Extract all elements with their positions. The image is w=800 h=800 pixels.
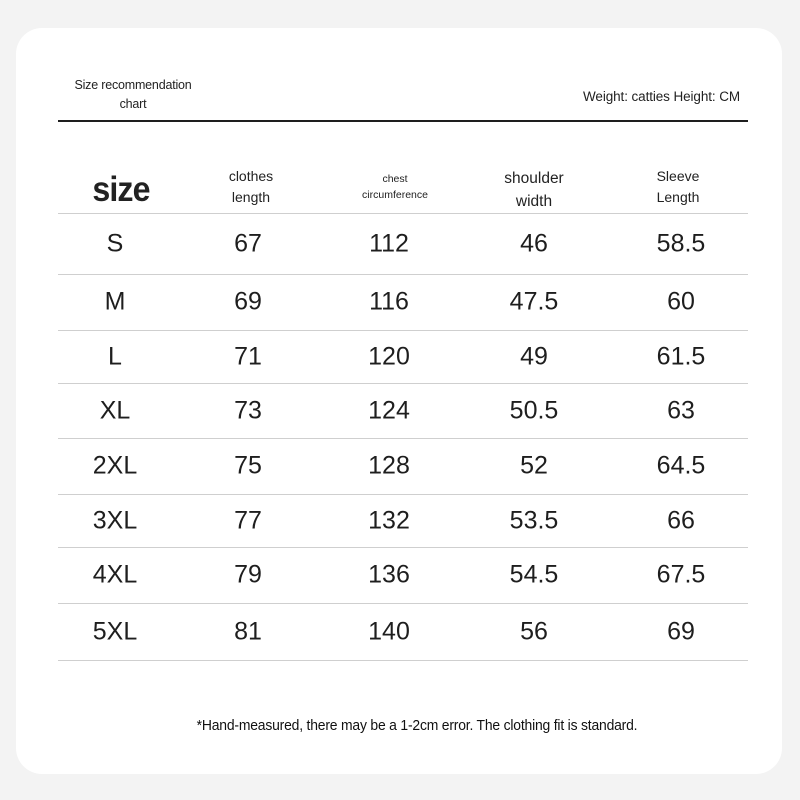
column-header-chest-line-2: circumference — [362, 189, 428, 201]
cell-clothes-length: 75 — [234, 451, 262, 480]
cell-chest-circumference: 124 — [368, 396, 410, 424]
measurement-footnote: *Hand-measured, there may be a 1-2cm error. The clothing fit is standard. — [196, 718, 638, 734]
cell-chest-circumference: 132 — [368, 506, 410, 534]
column-header-clothes-length-line-2: length — [231, 189, 271, 205]
column-header-chest-circumference — [362, 171, 428, 203]
cell-shoulder-width: 54.5 — [509, 560, 559, 589]
cell-sleeve-length: 69 — [667, 617, 695, 645]
chart-title-line-1: Size recommendation — [74, 78, 192, 92]
column-header-shoulder-width — [504, 167, 563, 213]
cell-size: XL — [99, 396, 131, 424]
cell-chest-circumference: 136 — [368, 560, 410, 589]
cell-shoulder-width: 50.5 — [509, 396, 559, 424]
cell-sleeve-length: 64.5 — [656, 451, 706, 480]
cell-shoulder-width: 47.5 — [509, 287, 559, 316]
row-divider — [58, 494, 748, 495]
cell-size: M — [104, 287, 126, 316]
row-divider — [58, 547, 748, 548]
cell-chest-circumference: 128 — [368, 451, 410, 480]
cell-clothes-length: 81 — [234, 617, 262, 645]
row-divider — [58, 603, 748, 604]
cell-size: 4XL — [92, 560, 138, 589]
row-divider — [58, 660, 748, 661]
units-note: Weight: catties Height: CM — [583, 89, 740, 104]
cell-chest-circumference: 116 — [369, 287, 409, 316]
chart-title-line-2: chart — [119, 97, 147, 111]
header-divider — [58, 120, 748, 122]
column-header-chest-line-1: chest — [382, 173, 408, 185]
cell-clothes-length: 67 — [234, 229, 262, 257]
cell-chest-circumference: 112 — [369, 229, 409, 257]
cell-sleeve-length: 63 — [667, 396, 695, 424]
column-header-clothes-length-line-1: clothes — [228, 168, 274, 184]
cell-sleeve-length: 66 — [667, 506, 695, 534]
cell-size: 2XL — [92, 451, 138, 480]
cell-shoulder-width: 52 — [520, 451, 548, 480]
cell-size: S — [106, 229, 124, 257]
cell-shoulder-width: 53.5 — [509, 506, 559, 534]
cell-sleeve-length: 67.5 — [656, 560, 706, 589]
cell-clothes-length: 71 — [234, 342, 262, 370]
cell-size: 5XL — [92, 617, 138, 645]
cell-size: L — [108, 342, 122, 370]
cell-clothes-length: 73 — [234, 396, 262, 424]
column-header-shoulder-line-1: shoulder — [504, 170, 564, 187]
row-divider — [58, 330, 748, 331]
cell-clothes-length: 79 — [234, 560, 262, 589]
cell-sleeve-length: 61.5 — [656, 342, 706, 370]
row-divider — [58, 438, 748, 439]
column-header-sleeve-length — [657, 166, 700, 208]
chart-title — [58, 76, 208, 114]
column-header-size: size — [92, 170, 150, 209]
row-divider — [58, 274, 748, 275]
cell-sleeve-length: 58.5 — [656, 229, 706, 257]
column-header-shoulder-line-2: width — [515, 193, 553, 210]
row-divider — [58, 213, 748, 214]
cell-chest-circumference: 120 — [368, 342, 410, 370]
cell-shoulder-width: 49 — [520, 342, 548, 370]
column-header-clothes-length — [229, 166, 273, 208]
column-header-sleeve-line-1: Sleeve — [656, 168, 700, 184]
cell-sleeve-length: 60 — [667, 287, 695, 316]
cell-shoulder-width: 56 — [520, 617, 548, 645]
cell-clothes-length: 77 — [234, 506, 262, 534]
cell-clothes-length: 69 — [234, 287, 262, 316]
cell-shoulder-width: 46 — [520, 229, 548, 257]
cell-chest-circumference: 140 — [368, 617, 410, 645]
cell-size: 3XL — [92, 506, 138, 534]
row-divider — [58, 383, 748, 384]
column-header-sleeve-line-2: Length — [656, 189, 700, 205]
